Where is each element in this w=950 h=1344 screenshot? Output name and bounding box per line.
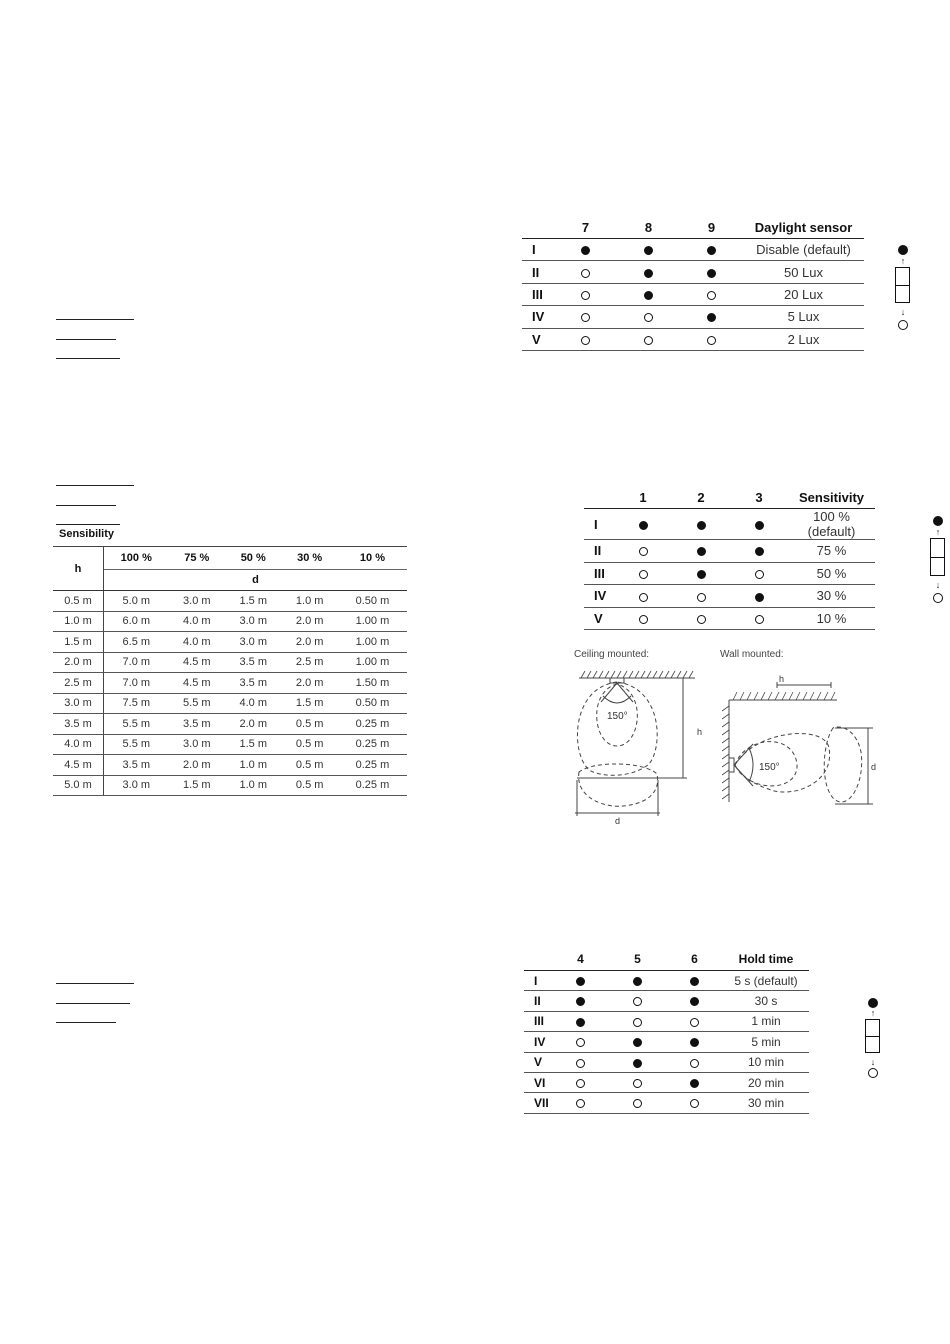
empty-dot-icon <box>639 593 648 602</box>
distance-cell: 1.00 m <box>338 611 407 632</box>
distance-cell: 2.0 m <box>281 673 337 694</box>
switch-cell <box>552 1093 609 1113</box>
switch-cell <box>552 1072 609 1092</box>
distance-cell: 3.0 m <box>225 611 281 632</box>
distance-cell: 0.25 m <box>338 734 407 755</box>
empty-dot-icon <box>755 570 764 579</box>
empty-dot-icon <box>633 1079 642 1088</box>
filled-dot-icon <box>576 1018 585 1027</box>
distance-cell: 1.0 m <box>281 591 337 612</box>
filled-dot-icon <box>868 998 878 1008</box>
table-row <box>584 585 875 608</box>
filled-dot-icon <box>690 1079 699 1088</box>
header-switch-8: 8 <box>617 216 680 239</box>
ceiling-d-label: d <box>615 816 621 826</box>
empty-dot-icon <box>707 291 716 300</box>
filled-dot-icon <box>644 291 653 300</box>
switch-cell <box>666 971 723 991</box>
empty-dot-icon <box>581 269 590 278</box>
distance-cell: 0.5 m <box>281 755 337 776</box>
distance-cell: 0.5 m <box>281 734 337 755</box>
distance-cell: 7.0 m <box>104 652 169 673</box>
row-value: 30 % <box>788 585 875 608</box>
distance-cell: 0.25 m <box>338 755 407 776</box>
switch-box <box>930 538 945 576</box>
switch-cell <box>672 607 730 630</box>
height-cell: 2.5 m <box>53 673 104 694</box>
distance-cell: 7.0 m <box>104 673 169 694</box>
switch-cell <box>617 328 680 350</box>
wall-h-label: h <box>779 674 785 684</box>
filled-dot-icon <box>639 521 648 530</box>
placeholder-line <box>56 505 116 506</box>
switch-cell <box>614 540 672 563</box>
row-label: V <box>522 328 554 350</box>
switch-cell <box>614 509 672 540</box>
empty-dot-icon <box>581 291 590 300</box>
distance-cell: 2.0 m <box>225 714 281 735</box>
distance-cell: 3.0 m <box>169 734 225 755</box>
filled-dot-icon <box>644 269 653 278</box>
table-row <box>524 1052 809 1072</box>
header-switch-1: 1 <box>614 486 672 509</box>
distance-cell: 1.5 m <box>281 693 337 714</box>
switch-cell <box>680 261 743 283</box>
table-row <box>53 632 407 653</box>
header-col: 75 % <box>169 547 225 570</box>
distance-cell: 5.5 m <box>169 693 225 714</box>
switch-cell <box>614 585 672 608</box>
empty-dot-icon <box>690 1099 699 1108</box>
hold-time-table <box>524 948 809 1114</box>
distance-cell: 3.0 m <box>225 632 281 653</box>
empty-dot-icon <box>933 593 943 603</box>
row-label: V <box>584 607 614 630</box>
distance-cell: 5.0 m <box>104 591 169 612</box>
table-row <box>53 591 407 612</box>
empty-dot-icon <box>576 1038 585 1047</box>
row-value: Disable (default) <box>743 239 864 261</box>
switch-cell <box>680 306 743 328</box>
height-cell: 4.0 m <box>53 734 104 755</box>
row-value: 20 Lux <box>743 283 864 305</box>
switch-cell <box>614 562 672 585</box>
row-label: II <box>584 540 614 563</box>
sensibility-title: Sensibility <box>59 528 115 540</box>
empty-dot-icon <box>868 1068 878 1078</box>
distance-cell: 0.25 m <box>338 714 407 735</box>
row-value: 1 min <box>723 1011 809 1031</box>
switch-cell <box>617 239 680 261</box>
switch-cell <box>554 328 617 350</box>
row-value: 2 Lux <box>743 328 864 350</box>
header-blank <box>524 948 552 971</box>
switch-cell <box>680 239 743 261</box>
filled-dot-icon <box>707 246 716 255</box>
filled-dot-icon <box>707 269 716 278</box>
row-label: I <box>522 239 554 261</box>
table-row <box>522 306 864 328</box>
switch-cell <box>609 1032 666 1052</box>
height-cell: 3.5 m <box>53 714 104 735</box>
daylight-sensor-table <box>522 216 864 351</box>
filled-dot-icon <box>690 1038 699 1047</box>
empty-dot-icon <box>639 615 648 624</box>
switch-cell <box>552 1011 609 1031</box>
table-header-row <box>53 547 407 570</box>
distance-cell: 5.5 m <box>104 734 169 755</box>
row-label: VII <box>524 1093 552 1113</box>
header-col: 50 % <box>225 547 281 570</box>
dip-switch-diagram <box>930 516 946 604</box>
wall-angle-label: 150° <box>759 762 780 773</box>
distance-cell: 2.0 m <box>169 755 225 776</box>
row-value: 100 % (default) <box>788 509 875 540</box>
table-header-row <box>584 486 875 509</box>
distance-cell: 0.50 m <box>338 591 407 612</box>
distance-cell: 1.5 m <box>225 734 281 755</box>
distance-cell: 1.00 m <box>338 632 407 653</box>
switch-cell <box>552 971 609 991</box>
switch-cell <box>672 509 730 540</box>
height-cell: 4.5 m <box>53 755 104 776</box>
switch-cell <box>617 306 680 328</box>
table-row <box>53 775 407 796</box>
table-row <box>584 607 875 630</box>
row-label: V <box>524 1052 552 1072</box>
height-cell: 5.0 m <box>53 775 104 796</box>
distance-cell: 1.50 m <box>338 673 407 694</box>
switch-cell <box>609 1052 666 1072</box>
distance-cell: 4.5 m <box>169 673 225 694</box>
filled-dot-icon <box>898 245 908 255</box>
switch-cell <box>672 585 730 608</box>
row-value: 10 % <box>788 607 875 630</box>
distance-cell: 0.5 m <box>281 775 337 796</box>
switch-cell <box>666 1093 723 1113</box>
ceiling-mounted-label: Ceiling mounted: <box>574 649 650 660</box>
switch-cell <box>730 607 788 630</box>
switch-cell <box>609 1072 666 1092</box>
header-col: 30 % <box>281 547 337 570</box>
empty-dot-icon <box>576 1079 585 1088</box>
switch-cell <box>666 991 723 1011</box>
switch-cell <box>666 1072 723 1092</box>
height-cell: 1.5 m <box>53 632 104 653</box>
header-switch-4: 4 <box>552 948 609 971</box>
table-row <box>53 734 407 755</box>
table-row <box>524 1072 809 1092</box>
switch-cell <box>617 283 680 305</box>
arrow-down-icon: ↓ <box>900 307 906 317</box>
empty-dot-icon <box>633 997 642 1006</box>
table-row <box>522 283 864 305</box>
distance-cell: 2.0 m <box>281 632 337 653</box>
switch-cell <box>730 509 788 540</box>
table-row <box>524 971 809 991</box>
placeholder-line <box>56 1022 116 1023</box>
distance-cell: 3.0 m <box>169 591 225 612</box>
row-label: I <box>584 509 614 540</box>
distance-cell: 3.0 m <box>104 775 169 796</box>
dip-switch-diagram <box>895 245 911 331</box>
row-label: II <box>522 261 554 283</box>
header-switch-6: 6 <box>666 948 723 971</box>
row-label: VI <box>524 1072 552 1092</box>
header-col: 10 % <box>338 547 407 570</box>
switch-cell <box>666 1011 723 1031</box>
distance-cell: 6.5 m <box>104 632 169 653</box>
switch-cell <box>730 562 788 585</box>
header-switch-5: 5 <box>609 948 666 971</box>
distance-cell: 6.0 m <box>104 611 169 632</box>
table-row <box>53 673 407 694</box>
table-row <box>53 652 407 673</box>
distance-cell: 0.25 m <box>338 775 407 796</box>
wall-d-label: d <box>871 762 877 772</box>
switch-cell <box>617 261 680 283</box>
table-header-row <box>522 216 864 239</box>
distance-cell: 4.5 m <box>169 652 225 673</box>
switch-cell <box>554 283 617 305</box>
arrow-up-icon: ↑ <box>935 527 941 537</box>
table-row <box>524 991 809 1011</box>
distance-cell: 5.5 m <box>104 714 169 735</box>
empty-dot-icon <box>644 336 653 345</box>
height-cell: 0.5 m <box>53 591 104 612</box>
switch-cell <box>614 607 672 630</box>
empty-dot-icon <box>633 1018 642 1027</box>
filled-dot-icon <box>755 521 764 530</box>
switch-cell <box>680 283 743 305</box>
row-label: IV <box>524 1032 552 1052</box>
switch-cell <box>609 971 666 991</box>
distance-cell: 3.5 m <box>225 652 281 673</box>
filled-dot-icon <box>581 246 590 255</box>
table-row <box>522 328 864 350</box>
header-hold-time: Hold time <box>723 948 809 971</box>
arrow-up-icon: ↑ <box>900 256 906 266</box>
distance-cell: 1.0 m <box>225 775 281 796</box>
switch-cell <box>554 306 617 328</box>
sensitivity-table <box>584 486 875 630</box>
distance-cell: 1.00 m <box>338 652 407 673</box>
placeholder-line <box>56 1003 130 1004</box>
empty-dot-icon <box>755 615 764 624</box>
row-value: 50 % <box>788 562 875 585</box>
distance-cell: 0.5 m <box>281 714 337 735</box>
filled-dot-icon <box>690 977 699 986</box>
row-value: 30 s <box>723 991 809 1011</box>
filled-dot-icon <box>644 246 653 255</box>
switch-cell <box>552 991 609 1011</box>
distance-cell: 7.5 m <box>104 693 169 714</box>
distance-cell: 4.0 m <box>225 693 281 714</box>
table-row <box>522 261 864 283</box>
filled-dot-icon <box>633 1038 642 1047</box>
row-value: 75 % <box>788 540 875 563</box>
arrow-down-icon: ↓ <box>935 580 941 590</box>
row-value: 20 min <box>723 1072 809 1092</box>
filled-dot-icon <box>576 997 585 1006</box>
filled-dot-icon <box>633 1059 642 1068</box>
table-row <box>524 1032 809 1052</box>
row-label: IV <box>584 585 614 608</box>
empty-dot-icon <box>898 320 908 330</box>
placeholder-line <box>56 358 120 359</box>
row-value: 5 min <box>723 1032 809 1052</box>
filled-dot-icon <box>697 547 706 556</box>
filled-dot-icon <box>690 997 699 1006</box>
table-header-row <box>524 948 809 971</box>
empty-dot-icon <box>697 593 706 602</box>
ceiling-h-label: h <box>697 727 703 737</box>
row-value: 30 min <box>723 1093 809 1113</box>
switch-cell <box>730 585 788 608</box>
header-blank <box>584 486 614 509</box>
row-label: IV <box>522 306 554 328</box>
header-col: 100 % <box>104 547 169 570</box>
ceiling-mount-diagram <box>565 668 705 828</box>
filled-dot-icon <box>933 516 943 526</box>
header-switch-9: 9 <box>680 216 743 239</box>
filled-dot-icon <box>697 521 706 530</box>
ceiling-angle-label: 150° <box>607 711 628 722</box>
empty-dot-icon <box>581 336 590 345</box>
header-d: d <box>104 570 408 591</box>
row-value: 10 min <box>723 1052 809 1072</box>
placeholder-line <box>56 485 134 486</box>
placeholder-line <box>56 524 120 525</box>
switch-cell <box>609 991 666 1011</box>
empty-dot-icon <box>639 547 648 556</box>
filled-dot-icon <box>707 313 716 322</box>
empty-dot-icon <box>690 1059 699 1068</box>
table-row <box>584 540 875 563</box>
header-blank <box>522 216 554 239</box>
empty-dot-icon <box>639 570 648 579</box>
switch-cell <box>609 1093 666 1113</box>
filled-dot-icon <box>697 570 706 579</box>
table-row <box>522 239 864 261</box>
row-label: III <box>524 1011 552 1031</box>
wall-mounted-label: Wall mounted: <box>720 649 784 660</box>
height-cell: 1.0 m <box>53 611 104 632</box>
switch-box <box>895 267 910 303</box>
empty-dot-icon <box>690 1018 699 1027</box>
header-h: h <box>53 547 104 591</box>
row-value: 5 s (default) <box>723 971 809 991</box>
switch-box <box>865 1019 880 1053</box>
distance-cell: 2.5 m <box>281 652 337 673</box>
table-row <box>584 562 875 585</box>
switch-cell <box>672 540 730 563</box>
header-switch-7: 7 <box>554 216 617 239</box>
table-header-row <box>53 570 407 591</box>
row-value: 5 Lux <box>743 306 864 328</box>
placeholder-line <box>56 983 134 984</box>
distance-cell: 2.0 m <box>281 611 337 632</box>
placeholder-line <box>56 319 134 320</box>
height-cell: 2.0 m <box>53 652 104 673</box>
table-row <box>53 611 407 632</box>
empty-dot-icon <box>576 1099 585 1108</box>
empty-dot-icon <box>576 1059 585 1068</box>
distance-cell: 3.5 m <box>104 755 169 776</box>
filled-dot-icon <box>755 547 764 556</box>
row-label: III <box>584 562 614 585</box>
row-label: I <box>524 971 552 991</box>
height-cell: 3.0 m <box>53 693 104 714</box>
table-row <box>53 755 407 776</box>
row-label: II <box>524 991 552 1011</box>
distance-cell: 1.0 m <box>225 755 281 776</box>
switch-cell <box>554 239 617 261</box>
switch-cell <box>666 1032 723 1052</box>
filled-dot-icon <box>755 593 764 602</box>
wall-mount-diagram <box>715 672 880 812</box>
arrow-up-icon: ↑ <box>870 1008 876 1018</box>
switch-cell <box>609 1011 666 1031</box>
placeholder-line <box>56 339 116 340</box>
distance-cell: 4.0 m <box>169 611 225 632</box>
distance-cell: 0.50 m <box>338 693 407 714</box>
switch-cell <box>552 1052 609 1072</box>
sensibility-table <box>53 546 407 796</box>
distance-cell: 3.5 m <box>225 673 281 694</box>
header-sensitivity: Sensitivity <box>788 486 875 509</box>
switch-cell <box>666 1052 723 1072</box>
header-switch-3: 3 <box>730 486 788 509</box>
header-switch-2: 2 <box>672 486 730 509</box>
switch-cell <box>672 562 730 585</box>
switch-cell <box>680 328 743 350</box>
table-row <box>524 1093 809 1113</box>
row-value: 50 Lux <box>743 261 864 283</box>
header-daylight-sensor: Daylight sensor <box>743 216 864 239</box>
dip-switch-diagram <box>865 998 881 1080</box>
switch-cell <box>554 261 617 283</box>
filled-dot-icon <box>633 977 642 986</box>
table-row <box>53 693 407 714</box>
filled-dot-icon <box>576 977 585 986</box>
table-row <box>584 509 875 540</box>
arrow-down-icon: ↓ <box>870 1057 876 1067</box>
table-row <box>53 714 407 735</box>
empty-dot-icon <box>644 313 653 322</box>
distance-cell: 1.5 m <box>169 775 225 796</box>
distance-cell: 1.5 m <box>225 591 281 612</box>
empty-dot-icon <box>707 336 716 345</box>
table-row <box>524 1011 809 1031</box>
empty-dot-icon <box>581 313 590 322</box>
distance-cell: 4.0 m <box>169 632 225 653</box>
empty-dot-icon <box>633 1099 642 1108</box>
row-label: III <box>522 283 554 305</box>
switch-cell <box>730 540 788 563</box>
distance-cell: 3.5 m <box>169 714 225 735</box>
empty-dot-icon <box>697 615 706 624</box>
switch-cell <box>552 1032 609 1052</box>
